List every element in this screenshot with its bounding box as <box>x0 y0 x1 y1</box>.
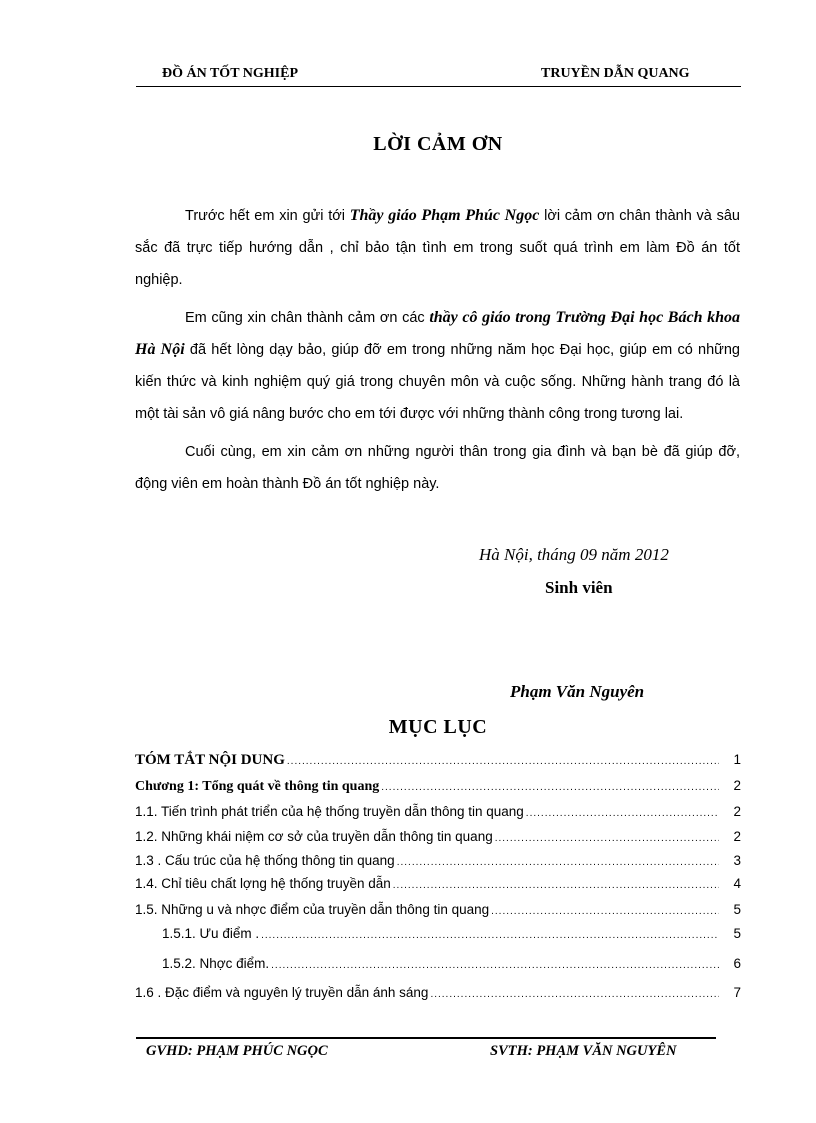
header-right: TRUYỀN DẪN QUANG <box>541 66 690 81</box>
paragraph-1: Trước hết em xin gửi tới Thầy giáo Phạm Phúc Ngọc lời cảm ơn chân thành và sâu sắc đã trực tiếp hướng dẫn , chỉ bảo tận tình em trong suốt quá trình em làm Đồ án tốt nghiệp. <box>135 207 740 288</box>
toc-entry[interactable]: 1.5. Những u và nhợc điểm của truyền dẫn thông tin quang ..... 5 <box>135 902 741 924</box>
student-name: Phạm Văn Nguyên <box>510 682 645 701</box>
toc-entry[interactable]: TÓM TẮT NỘI DUNG ..... 1 <box>135 752 741 774</box>
footer-rule <box>136 1037 716 1039</box>
toc-entry[interactable]: 1.5.2. Nhợc điểm. ..... 6 <box>162 956 741 978</box>
advisor-name: Thầy giáo Phạm Phúc Ngọc <box>349 207 540 224</box>
acknowledgement-body <box>135 200 740 506</box>
paragraph-2: Em cũng xin chân thành cảm ơn các thầy cô giáo trong Trường Đại học Bách khoa Hà Nội đã hết lòng dạy bảo, giúp đỡ em trong những năm học Đại học, giúp em có những kiến thức và kinh nghiệm quý giá trong chuyên môn và cuộc sống. Những hành trang đó là một tài sản vô giá nâng bước cho em tới được với những thành công trong tương lai. <box>135 309 741 422</box>
acknowledgement-title: LỜI CẢM ƠN <box>373 133 503 155</box>
toc-entry[interactable]: 1.1. Tiến trình phát triển của hệ thống truyền dẫn thông tin quang ..... 2 <box>135 804 741 826</box>
paragraph-3: Cuối cùng, em xin cảm ơn những người thân trong gia đình và bạn bè đã giúp đỡ, động viên em hoàn thành Đồ án tốt nghiệp này. <box>135 444 740 492</box>
footer-left: GVHD: PHẠM PHÚC NGỌC <box>146 1043 328 1059</box>
toc-entry[interactable]: 1.3 . Cấu trúc của hệ thống thông tin quang ..... 3 <box>135 853 741 875</box>
role-label: Sinh viên <box>545 578 613 597</box>
toc-entry[interactable]: 1.6 . Đặc điểm và nguyên lý truyền dẫn ánh sáng ..... 7 <box>135 985 741 1007</box>
place-date: Hà Nội, tháng 09 năm 2012 <box>479 545 669 564</box>
table-of-contents <box>135 750 741 1010</box>
toc-entry[interactable]: 1.2. Những khái niệm cơ sở của truyền dẫn thông tin quang ..... 2 <box>135 829 741 851</box>
toc-entry[interactable]: 1.5.1. Ưu điểm . ..... 5 <box>162 926 741 948</box>
footer-right: SVTH: PHẠM VĂN NGUYÊN <box>490 1043 677 1059</box>
school-name: thầy cô giáo trong Trường Đại học Bách khoa Hà Nội <box>135 309 741 358</box>
toc-entry[interactable]: Chương 1: Tổng quát về thông tin quang ..... 2 <box>135 778 741 800</box>
header-left: ĐỒ ÁN TỐT NGHIỆP <box>162 66 299 81</box>
toc-entry[interactable]: 1.4. Chỉ tiêu chất lợng hệ thống truyền dẫn ..... 4 <box>135 876 741 898</box>
header-rule <box>136 86 741 87</box>
toc-title: MỤC LỤC <box>388 716 488 738</box>
